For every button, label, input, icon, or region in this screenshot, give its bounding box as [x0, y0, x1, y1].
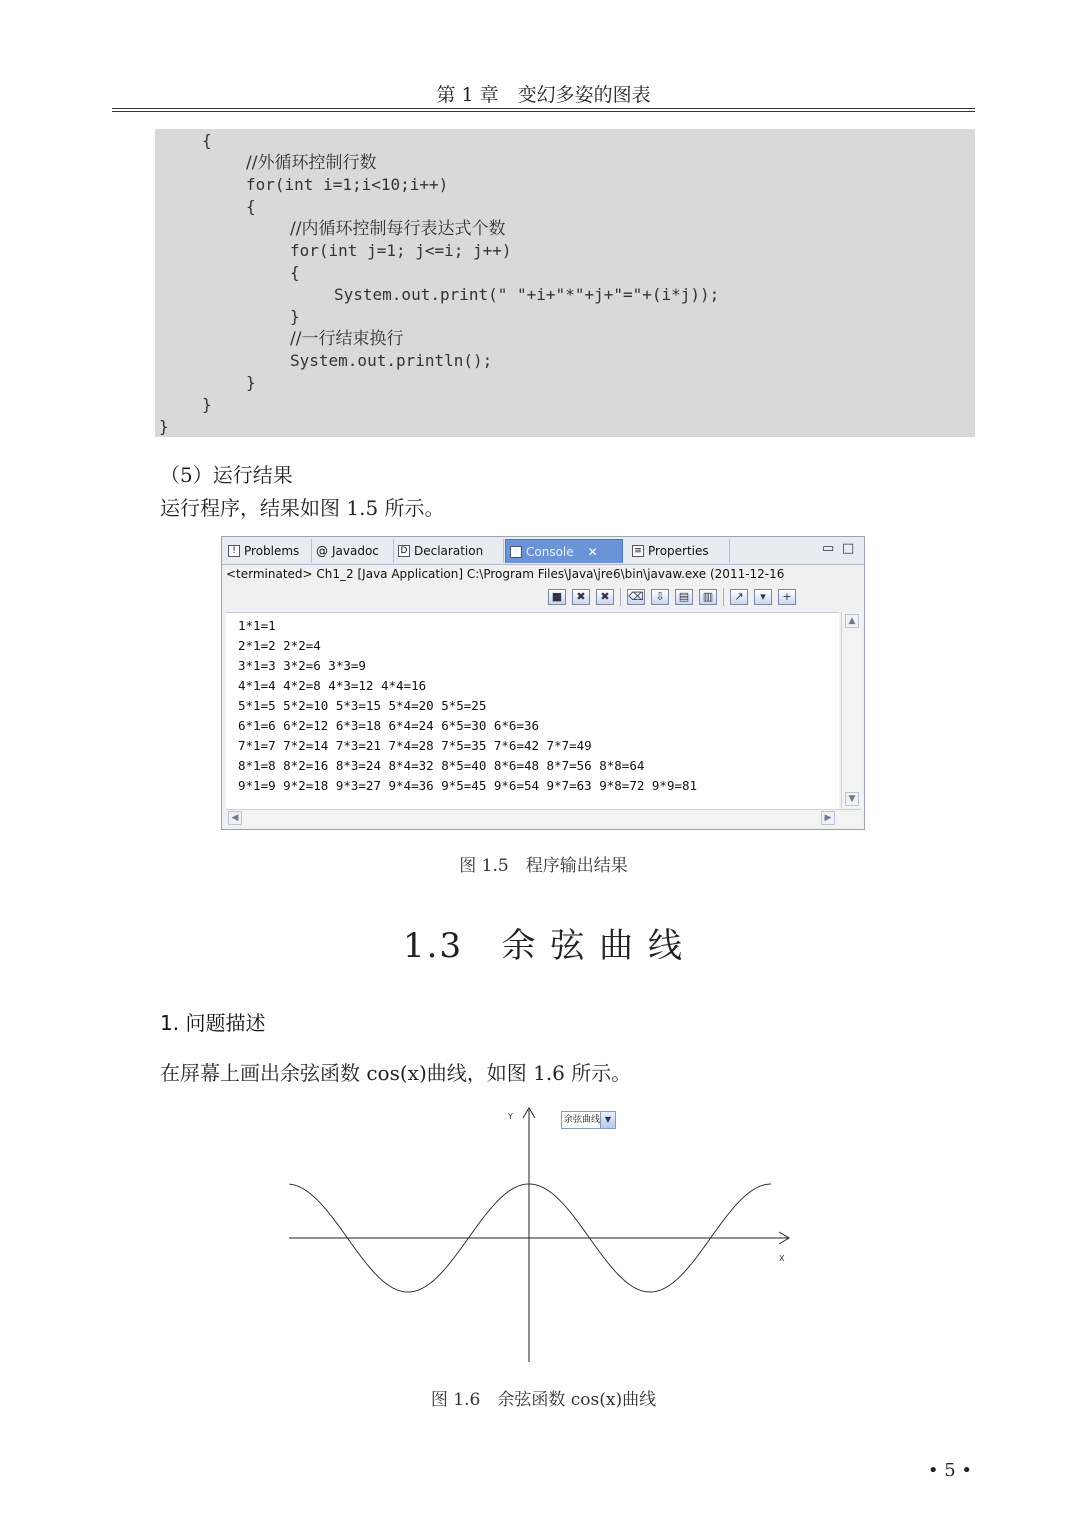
- console-view: [221, 536, 865, 830]
- clear-console-icon[interactable]: ⌫: [628, 590, 644, 603]
- page-number: • 5 •: [927, 1460, 973, 1481]
- scroll-down-icon[interactable]: ▼: [845, 792, 859, 806]
- scroll-left-icon[interactable]: ◀: [228, 811, 242, 825]
- tab-declaration[interactable]: [394, 539, 504, 563]
- console-line: 9*1=9 9*2=18 9*3=27 9*4=36 9*5=45 9*6=54 9*7=63 9*8=72 9*9=81: [238, 778, 698, 793]
- properties-icon: ≡: [632, 545, 644, 557]
- console-line: 8*1=8 8*2=16 8*3=24 8*4=32 8*5=40 8*6=48 8*7=56 8*8=64: [238, 758, 645, 773]
- show-stdout-icon[interactable]: ▤: [675, 589, 693, 605]
- code-line: System.out.println();: [290, 351, 493, 370]
- page-header: 第 1 章 变幻多姿的图表: [436, 84, 651, 106]
- code-line: System.out.print(" "+i+"*"+j+"="+(i*j));: [334, 285, 720, 304]
- console-status: <terminated> Ch1_2 [Java Application] C:\Program Files\Java\jre6\bin\javaw.exe (2011-12-16: [226, 567, 785, 581]
- problem-heading: 1. 问题描述: [160, 1011, 266, 1035]
- y-axis-label: Y: [508, 1112, 513, 1121]
- declaration-icon: D: [398, 545, 410, 557]
- view-tab-bar: [222, 537, 864, 565]
- vertical-scrollbar[interactable]: [841, 612, 862, 808]
- code-line: }: [159, 417, 169, 436]
- minimize-icon[interactable]: ▭: [822, 541, 835, 556]
- tab-javadoc[interactable]: [312, 539, 394, 563]
- console-output[interactable]: [226, 612, 839, 809]
- remove-all-icon[interactable]: ✖: [596, 589, 614, 605]
- tab-label: Javadoc: [332, 544, 379, 558]
- code-line: {: [202, 131, 212, 150]
- console-line: 4*1=4 4*2=8 4*3=12 4*4=16: [238, 678, 427, 693]
- problem-text: 在屏幕上画出余弦函数 cos(x)曲线，如图 1.6 所示。: [160, 1061, 632, 1085]
- tab-console[interactable]: [505, 539, 623, 563]
- javadoc-icon: @: [316, 544, 328, 558]
- code-line: }: [202, 395, 212, 414]
- code-line: }: [290, 307, 300, 326]
- problems-icon: !: [228, 545, 240, 557]
- tab-properties[interactable]: [628, 539, 730, 563]
- run-result-heading: （5）运行结果: [160, 463, 293, 487]
- close-icon[interactable]: ✕: [587, 544, 598, 559]
- maximize-icon[interactable]: □: [842, 541, 855, 556]
- code-line: for(int j=1; j<=i; j++): [290, 241, 512, 260]
- x-axis-label: X: [779, 1254, 785, 1263]
- scroll-up-icon[interactable]: ▲: [845, 614, 859, 628]
- toolbar-separator: [723, 588, 724, 606]
- tab-label: Console: [526, 544, 574, 559]
- show-stderr-icon[interactable]: ▥: [699, 589, 717, 605]
- figure-caption: 图 1.5 程序输出结果: [459, 856, 628, 876]
- scroll-right-icon[interactable]: ▶: [821, 811, 835, 825]
- console-line: 6*1=6 6*2=12 6*3=18 6*4=24 6*5=30 6*6=36: [238, 718, 540, 733]
- console-icon: ≡: [510, 546, 522, 558]
- header-rule-double: [112, 111, 975, 112]
- tab-label: Declaration: [414, 544, 484, 558]
- header-rule: [112, 108, 975, 109]
- run-result-text: 运行程序，结果如图 1.5 所示。: [160, 496, 445, 520]
- toolbar-separator: [620, 588, 621, 606]
- remove-launch-icon[interactable]: ✖: [572, 589, 590, 605]
- code-comment: //外循环控制行数: [246, 153, 377, 173]
- chevron-down-icon[interactable]: ▼: [600, 1112, 615, 1128]
- tab-label: Problems: [244, 544, 300, 558]
- curve-select[interactable]: [561, 1111, 616, 1129]
- console-line: 5*1=5 5*2=10 5*3=15 5*4=20 5*5=25: [238, 698, 487, 713]
- code-comment: //一行结束换行: [290, 329, 404, 349]
- code-comment: //内循环控制每行表达式个数: [290, 219, 506, 239]
- code-line: {: [290, 263, 300, 282]
- console-line: 2*1=2 2*2=4: [238, 638, 321, 653]
- figure-caption-2: 图 1.6 余弦函数 cos(x)曲线: [430, 1390, 657, 1410]
- console-line: 7*1=7 7*2=14 7*3=21 7*4=28 7*5=35 7*6=42 7*7=49: [238, 738, 592, 753]
- display-console-icon[interactable]: ▾: [754, 589, 772, 605]
- horizontal-scrollbar[interactable]: [226, 809, 861, 827]
- open-console-icon[interactable]: +: [778, 589, 796, 605]
- pin-console-icon[interactable]: ↗: [730, 589, 748, 605]
- console-toolbar: [548, 587, 796, 607]
- tab-problems[interactable]: [224, 539, 312, 563]
- terminate-icon[interactable]: ■: [548, 589, 566, 605]
- scroll-lock-icon[interactable]: ⇩: [651, 589, 669, 605]
- cosine-chart: [280, 1100, 800, 1370]
- code-line: for(int i=1;i<10;i++): [246, 175, 449, 194]
- console-line: 3*1=3 3*2=6 3*3=9: [238, 658, 366, 673]
- console-line: 1*1=1: [238, 618, 276, 633]
- code-line: }: [246, 373, 256, 392]
- curve-select-value: 余弦曲线: [564, 1115, 600, 1125]
- tab-label: Properties: [648, 544, 709, 558]
- code-line: {: [246, 197, 256, 216]
- section-title: 1.3 余 弦 曲 线: [403, 926, 684, 966]
- code-block: [155, 129, 975, 437]
